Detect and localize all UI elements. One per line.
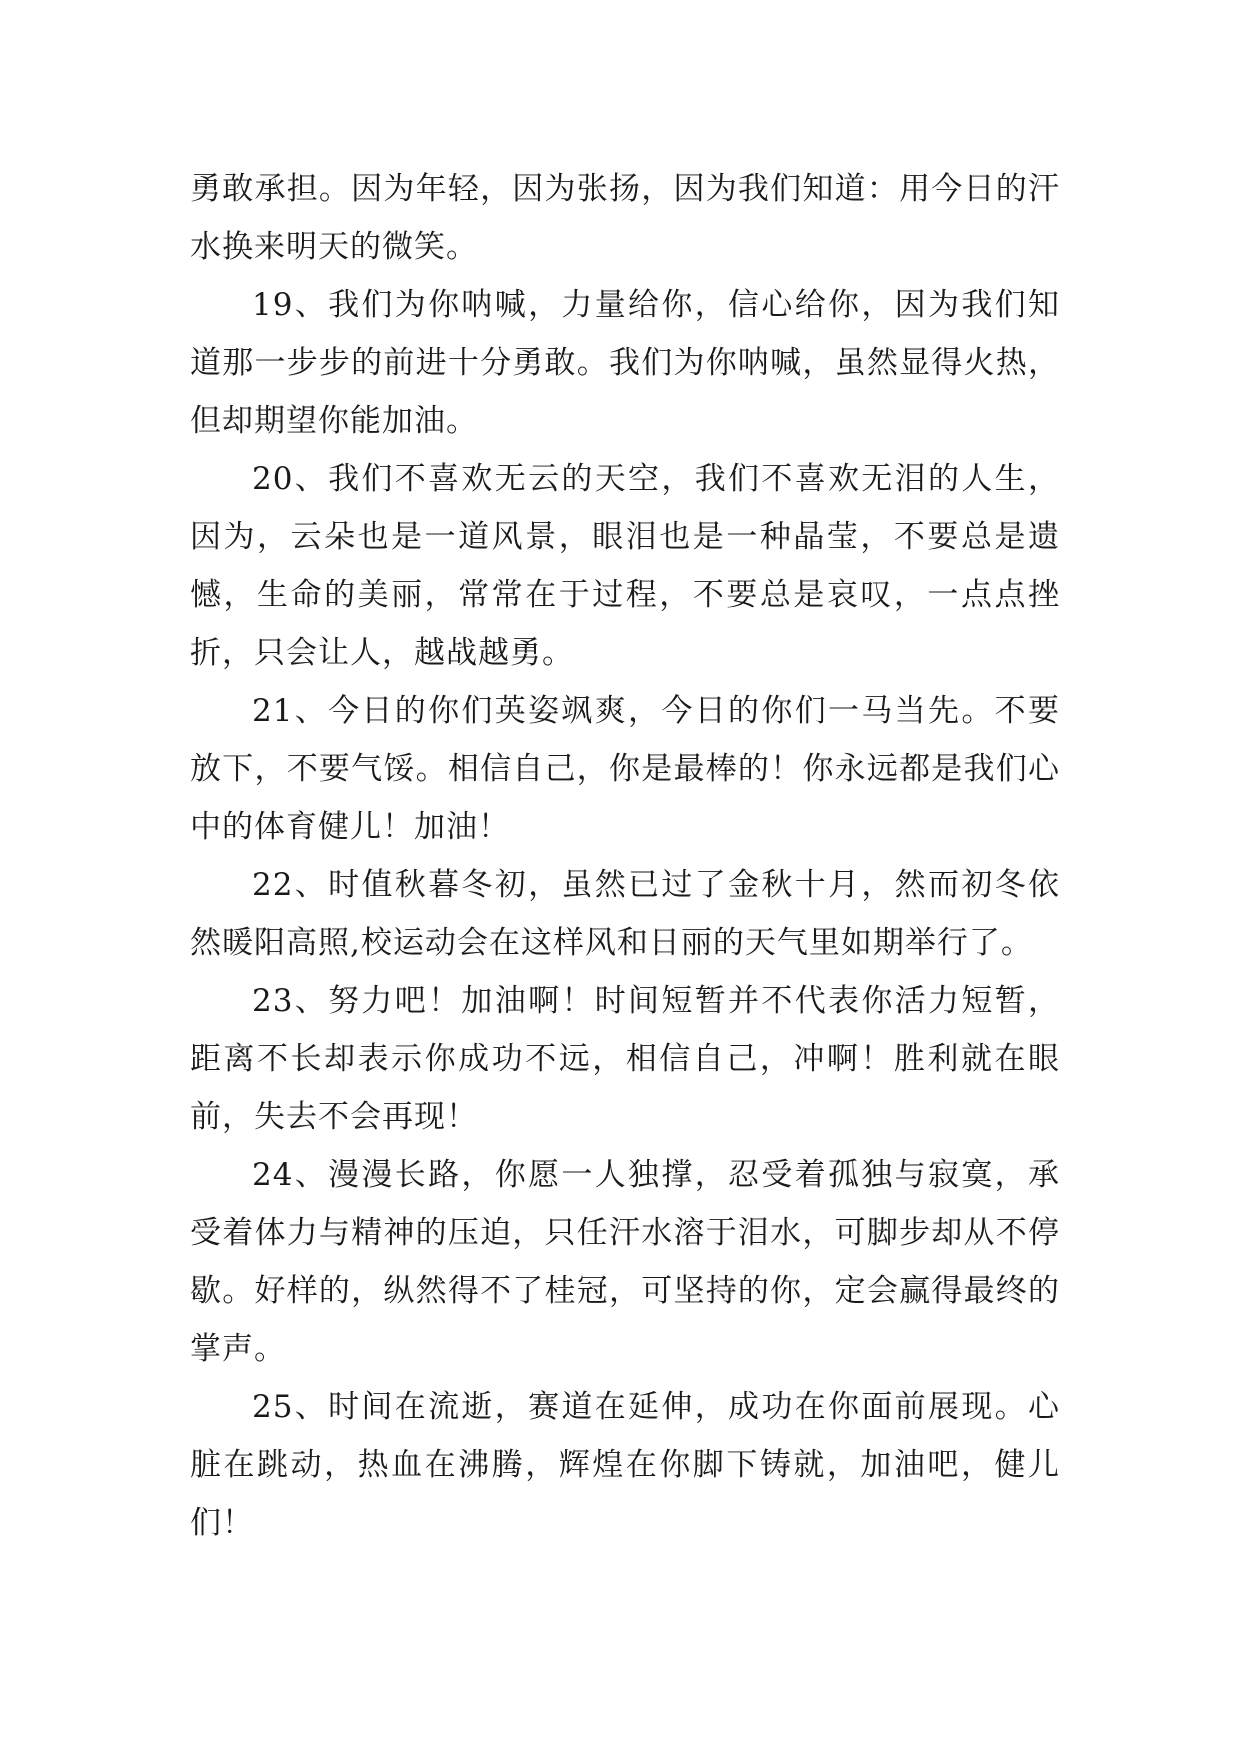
paragraph-continuation: 勇敢承担。因为年轻，因为张扬，因为我们知道：用今日的汗水换来明天的微笑。 [190, 171, 1060, 265]
paragraph-22: 22、时值秋暮冬初，虽然已过了金秋十月，然而初冬依然暖阳高照,校运动会在这样风和日丽的天气里如期举行了。 [190, 867, 1060, 961]
paragraph-24: 24、漫漫长路，你愿一人独撑，忍受着孤独与寂寞，承受着体力与精神的压迫，只任汗水溶于泪水，可脚步却从不停歇。好样的，纵然得不了桂冠，可坚持的你，定会赢得最终的掌声。 [190, 1157, 1060, 1367]
paragraph-21: 21、今日的你们英姿飒爽，今日的你们一马当先。不要放下，不要气馁。相信自己，你是最棒的！你永远都是我们心中的体育健儿！加油！ [190, 693, 1060, 845]
paragraph-25: 25、时间在流逝，赛道在延伸，成功在你面前展现。心脏在跳动，热血在沸腾，辉煌在你脚下铸就，加油吧，健儿们！ [190, 1389, 1060, 1541]
paragraph-23: 23、努力吧！加油啊！时间短暂并不代表你活力短暂，距离不长却表示你成功不远，相信自己，冲啊！胜利就在眼前，失去不会再现！ [190, 983, 1060, 1135]
document-body [190, 160, 1060, 1552]
paragraph-20: 20、我们不喜欢无云的天空，我们不喜欢无泪的人生，因为，云朵也是一道风景，眼泪也是一种晶莹，不要总是遗憾，生命的美丽，常常在于过程，不要总是哀叹，一点点挫折，只会让人，越战越勇。 [190, 461, 1060, 671]
paragraph-19: 19、我们为你呐喊，力量给你，信心给你，因为我们知道那一步步的前进十分勇敢。我们为你呐喊，虽然显得火热，但却期望你能加油。 [190, 287, 1060, 439]
